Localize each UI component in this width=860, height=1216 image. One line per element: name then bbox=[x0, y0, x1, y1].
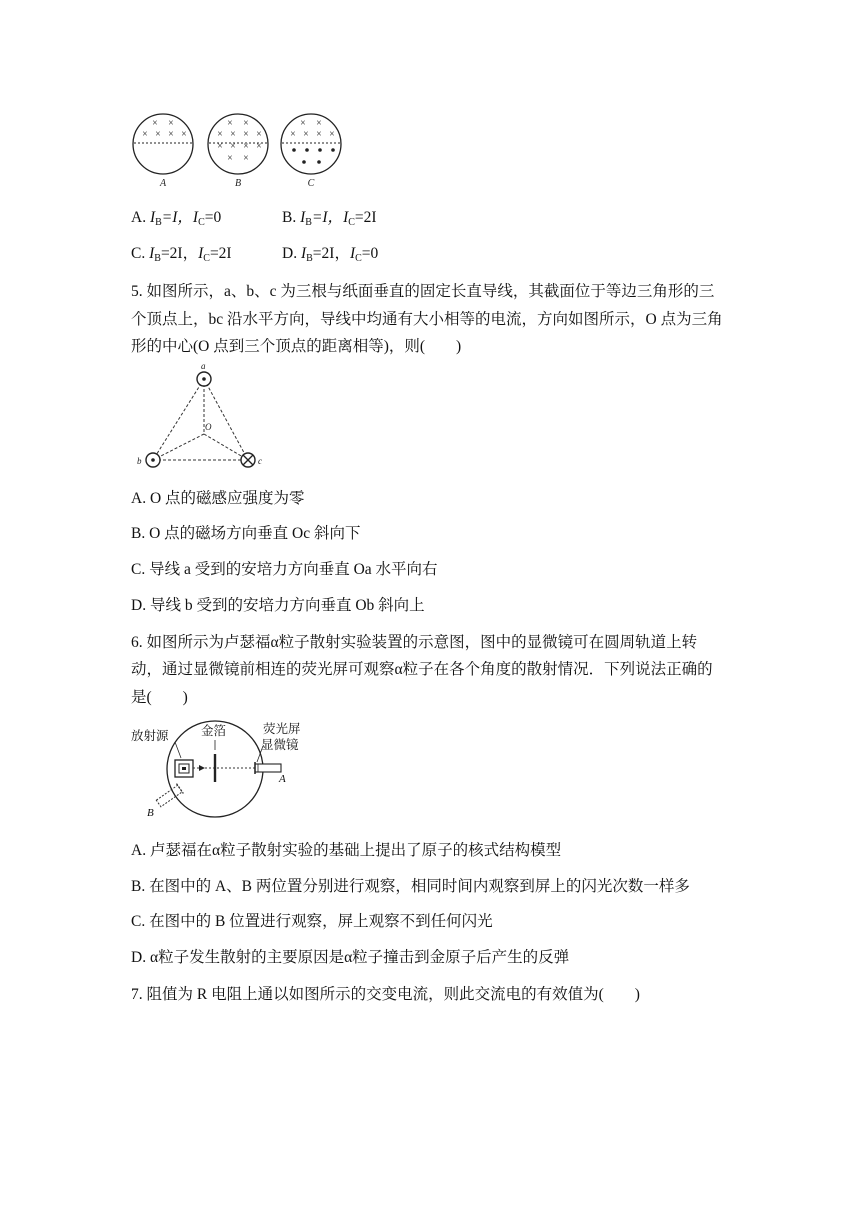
screen-label: 荧光屏 bbox=[263, 722, 301, 736]
q6-stem-line-3: 是( ) bbox=[131, 689, 188, 706]
q5-option-c: C. 导线 a 受到的安培力方向垂直 Oa 水平向右 bbox=[131, 561, 438, 578]
q5-stem-line-3: 形的中心(O 点到三个顶点的距离相等)，则( ) bbox=[131, 338, 462, 355]
svg-text:×: × bbox=[300, 118, 306, 129]
svg-text:×: × bbox=[316, 118, 322, 129]
microscope-b-icon bbox=[155, 784, 183, 809]
fig4-label-a: A bbox=[159, 178, 167, 189]
fig4-label-b: B bbox=[234, 178, 242, 189]
center-o-label: O bbox=[205, 422, 212, 432]
svg-text:×: × bbox=[316, 129, 322, 140]
wire-a-out-icon bbox=[197, 372, 211, 386]
q4-option-c: C. $I_B=2I$，$I_C=2I$ bbox=[131, 245, 232, 264]
q6-option-a: A. 卢瑟福在α粒子散射实验的基础上提出了原子的核式结构模型 bbox=[131, 842, 562, 859]
option-letter: B. bbox=[282, 209, 297, 226]
q4-figure bbox=[131, 112, 351, 192]
svg-text:×: × bbox=[256, 129, 262, 140]
q5-option-b: B. O 点的磁场方向垂直 Oc 斜向下 bbox=[131, 525, 361, 542]
svg-text:×: × bbox=[168, 118, 174, 129]
field-diagram-b bbox=[208, 114, 268, 174]
q6-rutherford-figure bbox=[131, 720, 311, 820]
svg-text:×: × bbox=[155, 129, 161, 140]
q4-option-b: B. $I_B=I$，$I_C=2I$ bbox=[282, 209, 377, 228]
svg-text:×: × bbox=[230, 129, 236, 140]
field-diagram-a bbox=[133, 114, 193, 174]
svg-text:×: × bbox=[256, 141, 262, 152]
radiation-source-icon bbox=[175, 760, 193, 777]
svg-text:×: × bbox=[217, 129, 223, 140]
q6-option-c: C. 在图中的 B 位置进行观察，屏上观察不到任何闪光 bbox=[131, 913, 493, 930]
svg-text:×: × bbox=[243, 118, 249, 129]
q6-option-b: B. 在图中的 A、B 两位置分别进行观察，相同时间内观察到屏上的闪光次数一样多 bbox=[131, 878, 690, 895]
q6-stem-line-2: 动，通过显微镜前相连的荧光屏可观察α粒子在各个角度的散射情况．下列说法正确的 bbox=[131, 661, 713, 678]
microscope-label: 显微镜 bbox=[261, 738, 299, 752]
svg-text:×: × bbox=[152, 118, 158, 129]
svg-text:×: × bbox=[217, 141, 223, 152]
q7-stem-line-1: 7. 阻值为 R 电阻上通以如图所示的交变电流，则此交流电的有效值为( ) bbox=[131, 986, 640, 1003]
svg-text:×: × bbox=[243, 153, 249, 164]
svg-text:×: × bbox=[329, 129, 335, 140]
q5-option-a: A. O 点的磁感应强度为零 bbox=[131, 490, 305, 507]
svg-text:×: × bbox=[168, 129, 174, 140]
option-letter: D. bbox=[282, 245, 298, 262]
svg-text:×: × bbox=[243, 129, 249, 140]
microscope-a-icon bbox=[255, 762, 281, 774]
svg-text:×: × bbox=[227, 118, 233, 129]
q6-stem-line-1: 6. 如图所示为卢瑟福α粒子散射实验装置的示意图，图中的显微镜可在圆周轨道上转 bbox=[131, 634, 698, 651]
wire-b-label: b bbox=[137, 456, 142, 466]
svg-text:×: × bbox=[303, 129, 309, 140]
svg-text:×: × bbox=[142, 129, 148, 140]
q4-option-d: D. $I_B=2I$，$I_C=0$ bbox=[282, 245, 379, 264]
source-label: 放射源 bbox=[131, 729, 169, 743]
position-a-label: A bbox=[279, 773, 286, 785]
wire-a-label: a bbox=[201, 362, 206, 371]
q5-triangle-figure bbox=[131, 362, 271, 472]
wire-c-in-icon bbox=[241, 453, 255, 467]
field-diagram-c bbox=[281, 114, 341, 174]
option-letter: A. bbox=[131, 209, 147, 226]
q5-stem-line-2: 个顶点上，bc 沿水平方向，导线中均通有大小相等的电流，方向如图所示，O 点为三角 bbox=[131, 311, 723, 328]
fig4-label-c: C bbox=[307, 178, 315, 189]
q6-option-d: D. α粒子发生散射的主要原因是α粒子撞击到金原子后产生的反弹 bbox=[131, 949, 570, 966]
option-letter: C. bbox=[131, 245, 146, 262]
svg-text:×: × bbox=[290, 129, 296, 140]
wire-c-label: c bbox=[258, 456, 262, 466]
svg-text:×: × bbox=[227, 153, 233, 164]
q5-option-d: D. 导线 b 受到的安培力方向垂直 Ob 斜向上 bbox=[131, 597, 425, 614]
wire-b-out-icon bbox=[146, 453, 160, 467]
svg-text:×: × bbox=[230, 141, 236, 152]
svg-text:×: × bbox=[181, 129, 187, 140]
svg-text:×: × bbox=[243, 141, 249, 152]
q5-stem-line-1: 5. 如图所示，a、b、c 为三根与纸面垂直的固定长直导线，其截面位于等边三角形的三 bbox=[131, 283, 715, 300]
foil-label: 金箔 bbox=[201, 724, 227, 738]
position-b-label: B bbox=[147, 807, 154, 819]
q4-option-a: A. $I_B=I$，$I_C=0$ bbox=[131, 209, 222, 228]
